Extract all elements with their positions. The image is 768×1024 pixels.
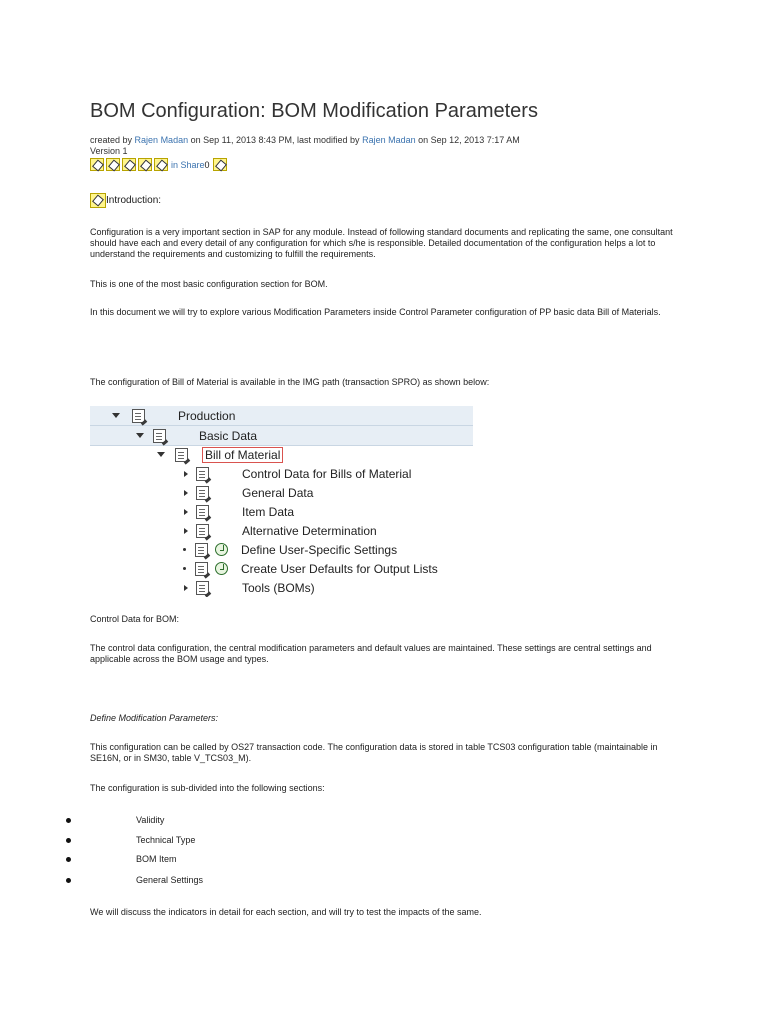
bullet-dot <box>66 878 71 883</box>
share-icon-4[interactable] <box>138 158 152 171</box>
tree-label-user-specific-settings: Define User-Specific Settings <box>241 542 398 557</box>
tree-node-alternative-determination[interactable] <box>90 521 473 540</box>
share-toolbar <box>90 157 229 172</box>
paragraph-8: We will discuss the indicators in detail for each section, and will try to test the impacts of the same. <box>90 907 482 917</box>
expand-arrow-icon[interactable] <box>136 433 144 438</box>
broken-image-icon <box>90 193 106 208</box>
document-icon <box>195 562 208 576</box>
page-title: BOM Configuration: BOM Modification Parameters <box>90 100 538 122</box>
share-icon-2[interactable] <box>106 158 120 171</box>
tree-label-control-data: Control Data for Bills of Material <box>242 466 412 481</box>
define-modification-heading: Define Modification Parameters: <box>90 713 219 723</box>
tree-label-alternative-determination: Alternative Determination <box>242 523 377 538</box>
list-item: General Settings <box>136 875 204 885</box>
share-count: 0 <box>204 159 210 170</box>
document-icon <box>196 581 209 595</box>
tree-node-tools-boms[interactable] <box>90 578 473 597</box>
leaf-dot-icon <box>183 548 186 551</box>
paragraph-6: This configuration can be called by OS27 transaction code. The configuration data is stored in table TCS03 configuration table (maintainable in SE16N, or in SM30, table V_TCS03_M). <box>90 742 658 763</box>
paragraph-4: The configuration of Bill of Material is available in the IMG path (transaction SPRO) as shown below: <box>90 377 490 387</box>
share-icon-6[interactable] <box>213 158 227 171</box>
list-item: Technical Type <box>136 835 196 845</box>
tree-label-general-data: General Data <box>242 485 314 500</box>
collapsed-arrow-icon[interactable] <box>184 509 188 515</box>
document-icon <box>196 505 209 519</box>
tree-node-bill-of-material[interactable] <box>90 445 473 464</box>
paragraph-5: The control data configuration, the central modification parameters and default values are maintained. These settings are central settings and applicable across the BOM usage and types. <box>90 643 652 664</box>
img-path-screenshot <box>90 404 473 597</box>
linkedin-share-button[interactable]: in Share <box>171 159 205 170</box>
tree-node-general-data[interactable] <box>90 483 473 502</box>
execute-clock-icon[interactable] <box>215 543 228 556</box>
tree-label-production: Production <box>178 408 236 423</box>
author-link[interactable]: Rajen Madan <box>134 135 189 145</box>
paragraph-2: This is one of the most basic configuration section for BOM. <box>90 279 328 289</box>
document-icon <box>196 467 209 481</box>
modifier-link[interactable]: Rajen Madan <box>362 135 416 145</box>
tree-label-user-defaults-output: Create User Defaults for Output Lists <box>241 561 438 576</box>
document-icon <box>132 409 145 423</box>
tree-node-user-defaults-output[interactable] <box>90 559 473 578</box>
share-icon-3[interactable] <box>122 158 136 171</box>
tree-node-user-specific-settings[interactable] <box>90 540 473 559</box>
tree-node-basic-data[interactable] <box>90 426 473 446</box>
execute-clock-icon[interactable] <box>215 562 228 575</box>
intro-heading <box>90 193 161 208</box>
tree-label-bill-of-material: Bill of Material <box>202 447 283 463</box>
paragraph-control-data-heading: Control Data for BOM: <box>90 614 180 624</box>
paragraph-1: Configuration is a very important section in SAP for any module. Instead of following standard documents and replicating the same, one consultant should have each and every detail of any configuration for which s/he is responsible. Detailed documentation of the configuration helps a lot to understand the requirements and customizing to fulfill the requirements. <box>90 227 673 259</box>
tree-label-tools-boms: Tools (BOMs) <box>242 580 315 595</box>
document-icon <box>153 429 166 443</box>
expand-arrow-icon[interactable] <box>157 452 165 457</box>
intro-heading-text: Introduction: <box>106 195 162 206</box>
collapsed-arrow-icon[interactable] <box>184 528 188 534</box>
list-item: BOM Item <box>136 854 177 864</box>
tree-node-item-data[interactable] <box>90 502 473 521</box>
paragraph-7: The configuration is sub-divided into the following sections: <box>90 783 325 793</box>
document-meta <box>90 134 520 146</box>
share-icon-5[interactable] <box>154 158 168 171</box>
modified-on-text: on Sep 12, 2013 7:17 AM <box>418 135 520 145</box>
list-item: Validity <box>136 815 165 825</box>
tree-label-basic-data: Basic Data <box>199 428 258 443</box>
tree-node-production[interactable] <box>90 406 473 426</box>
created-by-prefix: created by <box>90 135 133 145</box>
leaf-dot-icon <box>183 567 186 570</box>
created-on-text: on Sep 11, 2013 8:43 PM, last modified by <box>190 135 360 145</box>
share-icon-1[interactable] <box>90 158 104 171</box>
collapsed-arrow-icon[interactable] <box>184 490 188 496</box>
bullet-dot <box>66 857 71 862</box>
document-icon <box>175 448 188 462</box>
document-icon <box>196 524 209 538</box>
version-label: Version 1 <box>90 146 128 156</box>
document-icon <box>196 486 209 500</box>
tree-label-item-data: Item Data <box>242 504 295 519</box>
bullet-dot <box>66 818 71 823</box>
collapsed-arrow-icon[interactable] <box>184 585 188 591</box>
tree-node-control-data[interactable] <box>90 464 473 483</box>
expand-arrow-icon[interactable] <box>112 413 120 418</box>
collapsed-arrow-icon[interactable] <box>184 471 188 477</box>
document-icon <box>195 543 208 557</box>
paragraph-3: In this document we will try to explore various Modification Parameters inside Control Parameter configuration of PP basic data Bill of Materials. <box>90 307 661 317</box>
bullet-dot <box>66 838 71 843</box>
